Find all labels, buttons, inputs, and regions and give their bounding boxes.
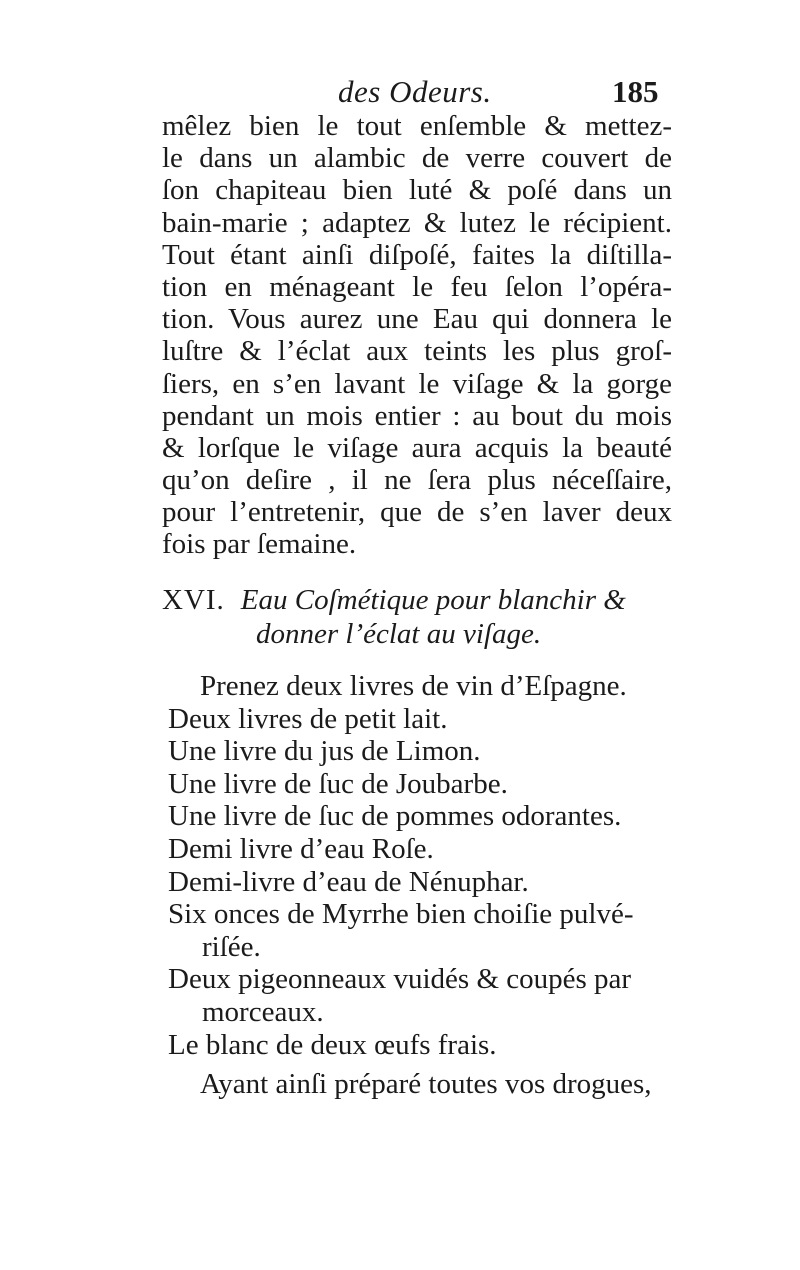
list-item: Une livre de ſuc de pommes odorantes.: [168, 800, 622, 833]
text-line: bain-marie ; adaptez & lutez le récipient.: [162, 206, 672, 239]
list-item: Deux livres de petit lait.: [168, 702, 448, 735]
running-title: des Odeurs.: [338, 74, 492, 109]
list-item: Demi-livre d’eau de Nénuphar.: [168, 865, 529, 898]
list-item-continuation: riſée.: [202, 930, 261, 963]
text-line: fois par ſemaine.: [162, 528, 357, 561]
list-item: Prenez deux livres de vin d’Eſpagne.: [200, 670, 627, 702]
list-item: Demi livre d’eau Roſe.: [168, 832, 434, 865]
text-line: pendant un mois entier : au bout du mois: [162, 399, 672, 432]
paragraph-continued: [162, 110, 672, 561]
list-item: Une livre du jus de Limon.: [168, 735, 481, 768]
text-line: tion en ménageant le feu ſelon l’opéra-: [162, 270, 672, 303]
section-number: XVI.: [162, 584, 225, 616]
text-line: qu’on deſire , il ne ſera plus néceſſaire,: [162, 464, 672, 497]
text-line: le dans un alambic de verre couvert de: [162, 142, 672, 175]
text-line: mêlez bien le tout enſemble & mettez-: [162, 110, 672, 142]
text-line: ſiers, en s’en lavant le viſage & la gorge: [162, 367, 672, 400]
list-item: Six onces de Myrrhe bien choiſie pulvé-: [168, 898, 634, 931]
text-line: & lorſque le viſage aura acquis la beauté: [162, 431, 672, 464]
closing-line: Ayant ainſi préparé toutes vos drogues,: [200, 1068, 652, 1100]
section-title-line: Eau Coſmétique pour blanchir &: [240, 584, 626, 616]
list-item: Une livre de ſuc de Joubarbe.: [168, 767, 508, 800]
text-line: Tout étant ainſi diſpoſé, faites la diſtilla-: [162, 238, 672, 271]
section-heading: [162, 583, 682, 651]
ingredient-list: [168, 670, 688, 1061]
text-line: tion. Vous aurez une Eau qui donnera le: [162, 303, 672, 336]
section-title-line: donner l’éclat au viſage.: [256, 618, 542, 650]
text-line: luſtre & l’éclat aux teints les plus groſ-: [162, 335, 672, 368]
list-item-continuation: morceaux.: [202, 995, 324, 1028]
list-item: Deux pigeonneaux vuidés & coupés par: [168, 963, 632, 996]
running-head: [0, 70, 800, 114]
text-line: ſon chapiteau bien luté & poſé dans un: [162, 174, 672, 207]
list-item: Le blanc de deux œufs frais.: [168, 1028, 497, 1061]
page-number: 185: [612, 74, 659, 109]
text-line: pour l’entretenir, que de s’en laver deux: [162, 496, 672, 529]
